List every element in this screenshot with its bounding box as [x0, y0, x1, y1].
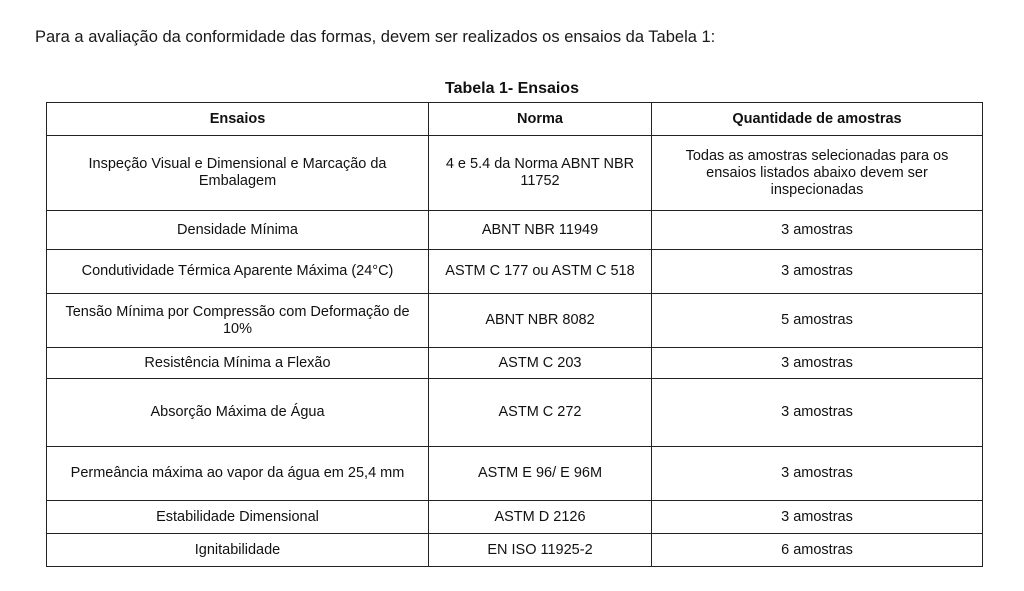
cell-ensaio: Condutividade Térmica Aparente Máxima (24°C) [47, 250, 429, 294]
table-row [47, 501, 983, 534]
header-ensaios: Ensaios [47, 103, 429, 136]
cell-quantidade: 3 amostras [652, 250, 983, 294]
cell-quantidade: 3 amostras [652, 211, 983, 250]
cell-norma: EN ISO 11925-2 [429, 534, 652, 567]
table-row [47, 379, 983, 447]
cell-norma: 4 e 5.4 da Norma ABNT NBR 11752 [429, 136, 652, 211]
cell-norma: ASTM C 177 ou ASTM C 518 [429, 250, 652, 294]
cell-ensaio: Densidade Mínima [47, 211, 429, 250]
cell-quantidade: 6 amostras [652, 534, 983, 567]
table-row [47, 211, 983, 250]
header-quantidade: Quantidade de amostras [652, 103, 983, 136]
table-row [47, 136, 983, 211]
table-row [47, 534, 983, 567]
cell-norma: ASTM C 272 [429, 379, 652, 447]
cell-ensaio: Estabilidade Dimensional [47, 501, 429, 534]
table-row [47, 294, 983, 348]
tests-table [46, 102, 983, 567]
cell-norma: ASTM E 96/ E 96M [429, 447, 652, 501]
header-norma: Norma [429, 103, 652, 136]
table-row [47, 250, 983, 294]
cell-quantidade: 5 amostras [652, 294, 983, 348]
cell-quantidade: 3 amostras [652, 501, 983, 534]
cell-norma: ABNT NBR 11949 [429, 211, 652, 250]
table-row [47, 447, 983, 501]
cell-quantidade: 3 amostras [652, 379, 983, 447]
table-row [47, 348, 983, 379]
cell-norma: ASTM D 2126 [429, 501, 652, 534]
cell-ensaio: Tensão Mínima por Compressão com Deformação de 10% [47, 294, 429, 348]
cell-norma: ASTM C 203 [429, 348, 652, 379]
cell-quantidade: 3 amostras [652, 348, 983, 379]
cell-ensaio: Inspeção Visual e Dimensional e Marcação da Embalagem [47, 136, 429, 211]
cell-ensaio: Resistência Mínima a Flexão [47, 348, 429, 379]
cell-ensaio: Absorção Máxima de Água [47, 379, 429, 447]
intro-paragraph: Para a avaliação da conformidade das formas, devem ser realizados os ensaios da Tabela 1: [35, 27, 716, 46]
cell-ensaio: Ignitabilidade [47, 534, 429, 567]
cell-ensaio: Permeância máxima ao vapor da água em 25,4 mm [47, 447, 429, 501]
table-caption: Tabela 1- Ensaios [445, 80, 579, 97]
cell-quantidade: Todas as amostras selecionadas para os ensaios listados abaixo devem ser inspecionadas [652, 136, 983, 211]
cell-norma: ABNT NBR 8082 [429, 294, 652, 348]
table-header-row [47, 103, 983, 136]
cell-quantidade: 3 amostras [652, 447, 983, 501]
